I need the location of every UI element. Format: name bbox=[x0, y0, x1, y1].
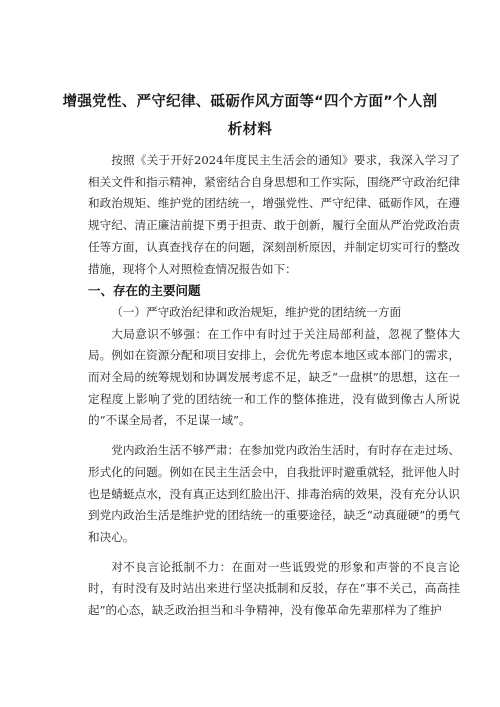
section1-heading: 一、存在的主要问题 bbox=[88, 283, 201, 299]
intro-paragraph: 按照《关于开好2024年度民主生活会的通知》要求，我深入学习了相关文件和指示精神，紧密结合自身思想和工作实际，围绕严守政治纪律和政治规矩、维护党的团结统一，增强党性、严守纪律、砥砺作风，在遵规守纪、清正廉洁前提下勇于担责、敢于创新，履行全面从严治党政治责任等方面，认真查找存在的问题，深刻剖析原因，并制定切实可行的整改措施，现将个人对照检查情况报告如下： bbox=[88, 153, 460, 276]
document-title: 增强党性、严守纪律、砥砺作风方面等“四个方面”个人剖析材料 bbox=[62, 94, 438, 138]
document-body bbox=[88, 150, 460, 622]
body-paragraph-1: 大局意识不够强：在工作中有时过于关注局部利益，忽视了整体大局。例如在资源分配和项目安排上，会优先考虑本地区或本部门的需求，而对全局的统筹规划和协调发展考虑不足，缺乏“一盘棋”的思想，这在一定程度上影响了党的团结统一和工作的整体推进，没有做到像古人所说的“不谋全局者，不足谋一域”。 bbox=[88, 326, 460, 428]
body-paragraph-2: 党内政治生活不够严肃：在参加党内政治生活时，有时存在走过场、形式化的问题。例如在民主生活会中，自我批评时避重就轻，批评他人时也是蜻蜓点水，没有真正达到红脸出汗、排毒治病的效果，没有充分认识到党内政治生活是维护党的团结统一的重要途径，缺乏“动真碰硬”的勇气和决心。 bbox=[88, 443, 460, 544]
subsection1-heading: （一）严守政治纪律和政治规矩，维护党的团结统一方面 bbox=[111, 304, 402, 319]
body-paragraph-3: 对不良言论抵制不力：在面对一些诋毁党的形象和声誉的不良言论时，有时没有及时站出来进行坚决抵制和反驳，存在“事不关己，高高挂起”的心态，缺乏政治担当和斗争精神，没有像革命先辈那样为了维护 bbox=[88, 559, 460, 618]
section-heading bbox=[88, 280, 460, 302]
